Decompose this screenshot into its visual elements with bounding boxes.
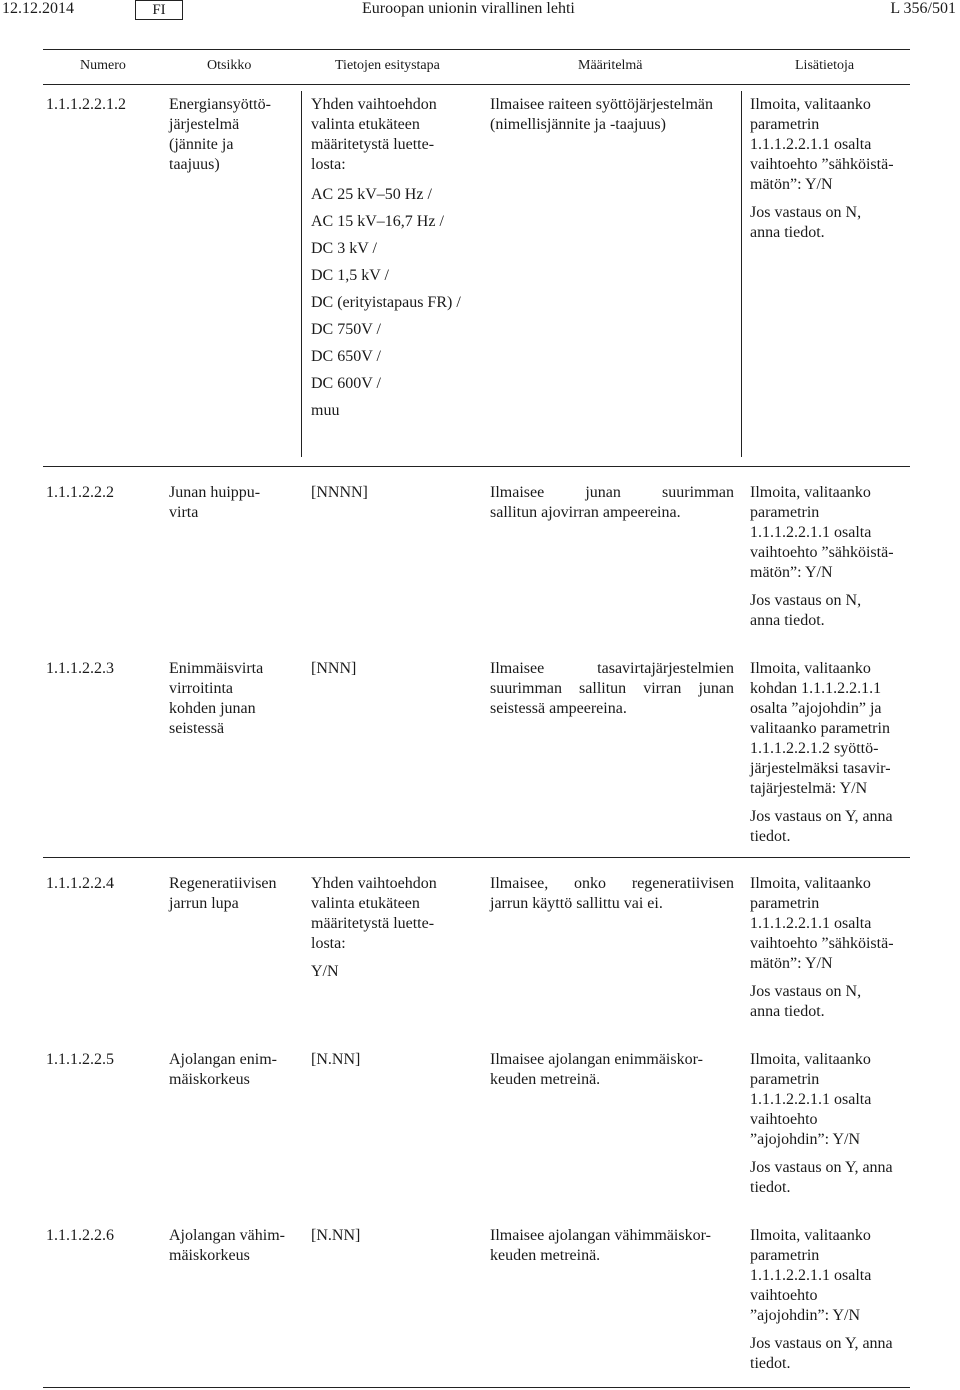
page-number: L 356/501 xyxy=(890,0,956,17)
page-header xyxy=(0,0,960,24)
row-title: Junan huippu- virta xyxy=(169,484,261,521)
row-title: Enimmäisvirta virroitinta kohden junan seistessä xyxy=(169,660,264,737)
row-info: Ilmoita, valitaanko parametrin 1.1.1.2.2.1.1 osalta vaihtoehto ”sähköistä- mätön”: Y/N Jos vastaus on N, anna tiedot. xyxy=(750,874,920,1022)
table-header-rule xyxy=(43,84,910,85)
row-number: 1.1.1.2.2.5 xyxy=(46,1051,114,1068)
row-info: Ilmoita, valitaanko parametrin 1.1.1.2.2.1.1 osalta vaihtoehto ”sähköistä- mätön”: Y/N Jos vastaus on N, anna tiedot. xyxy=(750,483,920,631)
row-definition: Ilmaisee tasavirtajärjestelmien suurimman sallitun virran junan seistessä ampeereina. xyxy=(490,660,734,717)
format-option: muu xyxy=(311,402,340,419)
journal-title: Euroopan unionin virallinen lehti xyxy=(362,0,575,17)
row-definition: Ilmaisee ajolangan vähimmäiskor- keuden metreinä. xyxy=(490,1227,711,1264)
info-note: Jos vastaus on N, xyxy=(750,592,862,609)
table-top-rule xyxy=(43,49,910,50)
row-separator xyxy=(43,857,910,858)
info-note: Jos vastaus on N, xyxy=(750,204,862,221)
publication-date: 12.12.2014 xyxy=(2,0,74,17)
row-info: Ilmoita, valitaanko parametrin 1.1.1.2.2.1.1 osalta vaihtoehto ”ajojohdin”: Y/N Jos vastaus on Y, anna tiedot. xyxy=(750,1226,920,1374)
format-option: DC (erityistapaus FR) / xyxy=(311,294,461,311)
info-note: Jos vastaus on Y, anna xyxy=(750,1335,893,1352)
column-header-definition: Määritelmä xyxy=(578,58,643,73)
format-option: DC 1,5 kV / xyxy=(311,267,389,284)
row-info: Ilmoita, valitaanko kohdan 1.1.1.2.2.1.1 osalta ”ajojohdin” ja valitaanko parametrin 1.1.1.2.2.1.2 syöttö- järjestelmäksi tasavir- tajärjestelmä: Y/N Jos vastaus on Y, anna tiedot. xyxy=(750,659,920,847)
format-option: DC 600V / xyxy=(311,375,381,392)
table-bottom-rule xyxy=(43,1387,910,1388)
row-number: 1.1.1.2.2.6 xyxy=(46,1227,114,1244)
row-number: 1.1.1.2.2.3 xyxy=(46,660,114,677)
row-separator xyxy=(43,466,910,467)
info-note: Jos vastaus on Y, anna xyxy=(750,808,893,825)
row-number: 1.1.1.2.2.1.2 xyxy=(46,96,126,113)
row-format: [NNN] xyxy=(311,660,357,677)
column-divider xyxy=(301,91,302,457)
row-title: Regeneratiivisen jarrun lupa xyxy=(169,875,277,912)
row-format: [NNNN] xyxy=(311,484,368,501)
column-header-title: Otsikko xyxy=(207,58,252,73)
language-code-box: FI xyxy=(135,0,183,20)
row-number: 1.1.1.2.2.2 xyxy=(46,484,114,501)
row-info: Ilmoita, valitaanko parametrin 1.1.1.2.2.1.1 osalta vaihtoehto ”ajojohdin”: Y/N Jos vastaus on Y, anna tiedot. xyxy=(750,1050,920,1198)
format-option: AC 25 kV–50 Hz / xyxy=(311,186,432,203)
info-note: Jos vastaus on N, xyxy=(750,983,862,1000)
row-format: Yhden vaihtoehdon valinta etukäteen määritetystä luette- losta: Y/N xyxy=(311,874,481,982)
row-definition: Ilmaisee, onko regeneratiivisen jarrun käyttö sallittu vai ei. xyxy=(490,875,734,912)
row-format: [N.NN] xyxy=(311,1227,361,1244)
row-number: 1.1.1.2.2.4 xyxy=(46,875,114,892)
format-option: AC 15 kV–16,7 Hz / xyxy=(311,213,444,230)
column-header-number: Numero xyxy=(80,58,126,73)
row-title: Ajolangan vähim- mäiskorkeus xyxy=(169,1227,285,1264)
format-option: DC 650V / xyxy=(311,348,381,365)
row-title: Ajolangan enim- mäiskorkeus xyxy=(169,1051,277,1088)
column-header-info: Lisätietoja xyxy=(795,58,855,73)
row-format: Yhden vaihtoehdon valinta etukäteen määritetystä luette- losta: AC 25 kV–50 Hz / AC 15 kV–16,7 Hz / DC 3 kV / DC 1,5 kV / DC (erityistapaus FR) / DC 750V / DC 650V / DC 600V / muu xyxy=(311,95,481,421)
row-title: Energiansyöttö- järjestelmä (jännite ja taajuus) xyxy=(169,96,271,173)
row-info: Ilmoita, valitaanko parametrin 1.1.1.2.2.1.1 osalta vaihtoehto ”sähköistä- mätön”: Y/N Jos vastaus on N, anna tiedot. xyxy=(750,95,920,243)
format-option: Y/N xyxy=(311,963,339,980)
row-format: [N.NN] xyxy=(311,1051,361,1068)
column-divider xyxy=(741,91,742,457)
info-note: Jos vastaus on Y, anna xyxy=(750,1159,893,1176)
format-option: DC 3 kV / xyxy=(311,240,377,257)
row-definition: Ilmaisee junan suurimman sallitun ajovirran ampeereina. xyxy=(490,484,734,521)
row-definition: Ilmaisee raiteen syöttöjärjestelmän (nimellisjännite ja -taajuus) xyxy=(490,96,714,133)
format-option: DC 750V / xyxy=(311,321,381,338)
column-header-format: Tietojen esitystapa xyxy=(335,58,440,73)
row-definition: Ilmaisee ajolangan enimmäiskor- keuden metreinä. xyxy=(490,1051,703,1088)
